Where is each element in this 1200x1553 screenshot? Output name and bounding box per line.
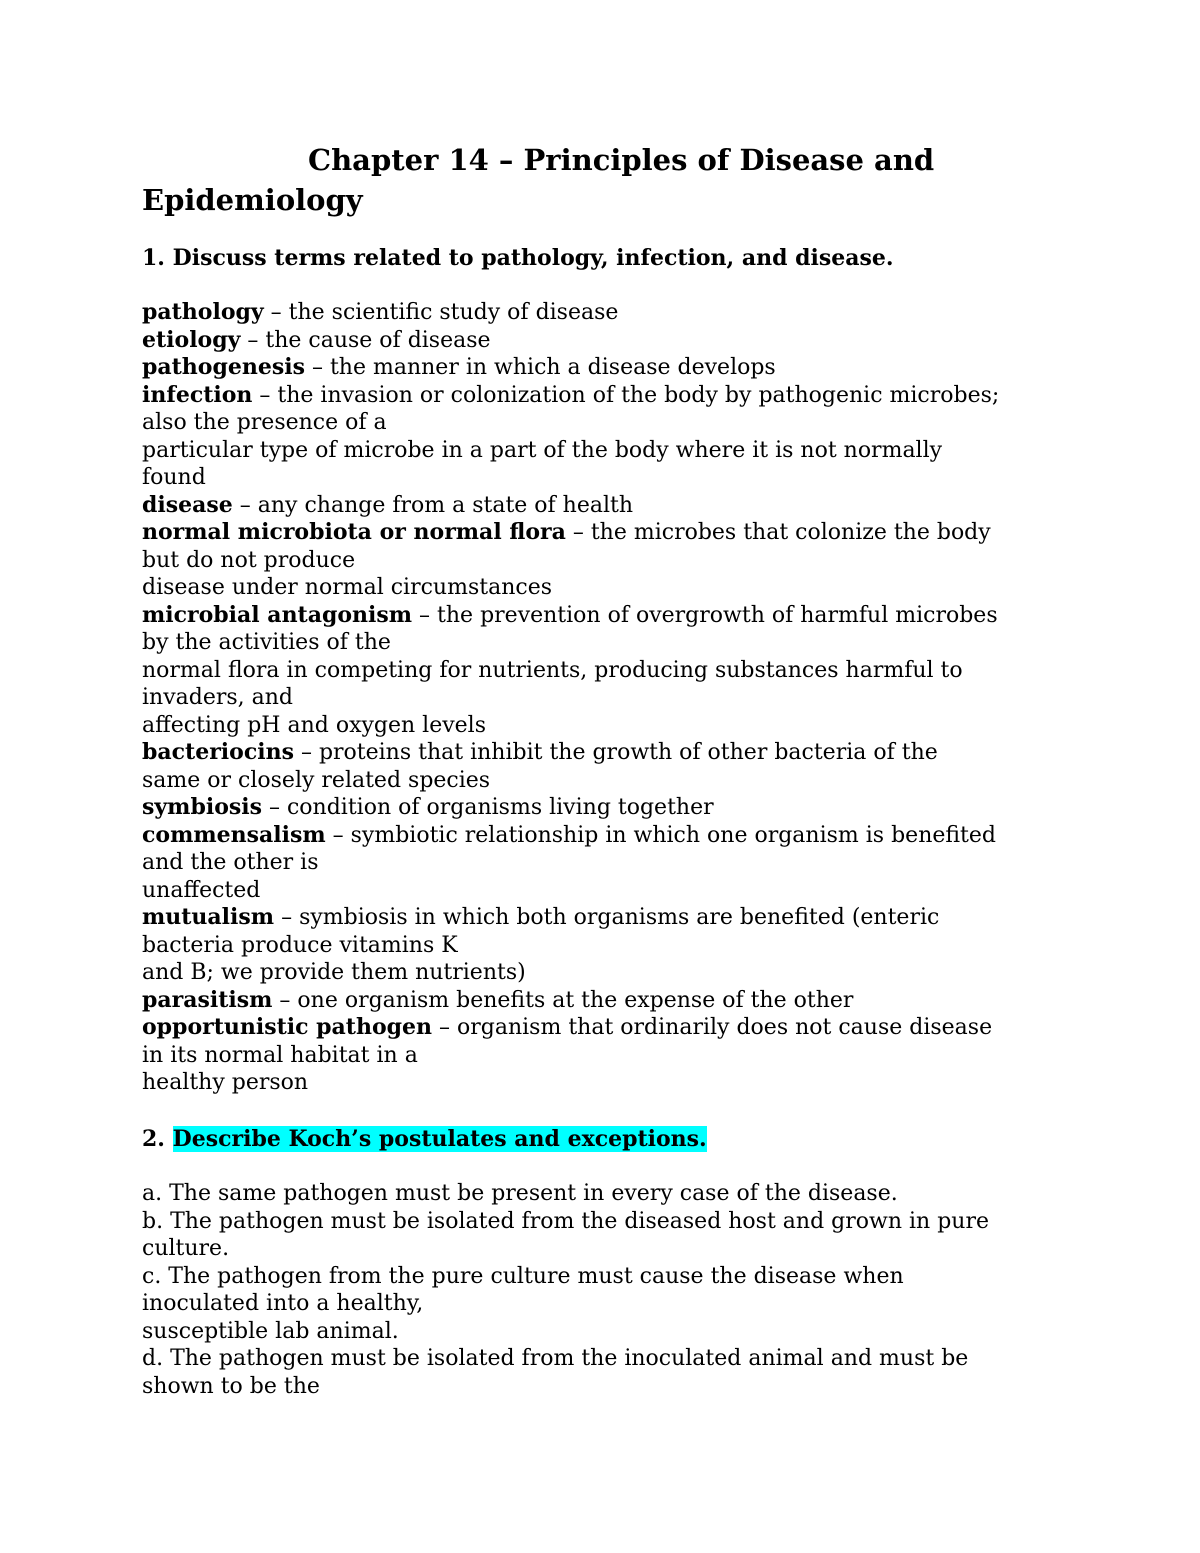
term-name: pathogenesis (142, 354, 305, 380)
term-name: disease (142, 491, 233, 518)
term-name: normal microbiota or normal flora (142, 519, 566, 545)
postulate-line: c. The pathogen from the pure culture must cause the disease when (142, 1263, 904, 1289)
term-definition (142, 327, 1072, 355)
postulate-line: culture. (142, 1236, 230, 1261)
chapter-title-line-2: Epidemiology (142, 183, 363, 217)
term-text: – the microbes that colonize the body (565, 520, 991, 545)
term-name: parasitism (142, 986, 273, 1013)
term-name: infection (142, 381, 253, 408)
term-name: commensalism (142, 821, 326, 848)
postulate-line: susceptible lab animal. (142, 1318, 399, 1344)
term-name: mutualism (142, 904, 275, 930)
term-name: bacteriocins (142, 739, 294, 765)
term-definition-continued: healthy person (142, 1070, 309, 1095)
term-definition-continued: affecting pH and oxygen levels (142, 712, 487, 738)
term-definition-continued: invaders, and (142, 685, 294, 710)
term-definition (142, 1014, 1072, 1042)
term-text: – condition of organisms living together (262, 795, 714, 820)
term-definition (142, 739, 1072, 767)
term-text: – one organism benefits at the expense of the other (272, 987, 854, 1013)
term-definition (142, 904, 1072, 932)
term-definition-continued: and the other is (142, 850, 319, 875)
term-name: etiology (142, 326, 241, 353)
term-name: opportunistic pathogen (142, 1014, 433, 1040)
term-text: – the prevention of overgrowth of harmful microbes (412, 602, 998, 628)
term-definition (142, 794, 1072, 822)
postulates-list (142, 1180, 1072, 1400)
term-definition (142, 519, 1072, 547)
term-definition-continued: normal flora in competing for nutrients, producing substances harmful to (142, 657, 963, 683)
section-1-number: 1. (142, 245, 165, 271)
term-definition (142, 987, 1072, 1015)
chapter-title-line-1: Chapter 14 – Principles of Disease and (308, 143, 935, 177)
term-definition-continued: bacteria produce vitamins K (142, 932, 458, 958)
section-1-heading (142, 244, 894, 272)
term-definition (142, 822, 1072, 850)
term-text: – any change from a state of health (232, 492, 634, 518)
section-1-heading-text: Discuss terms related to pathology, infection, and disease. (172, 245, 894, 271)
postulate-line: b. The pathogen must be isolated from the diseased host and grown in pure (142, 1208, 989, 1234)
term-definition-continued: unaffected (142, 877, 261, 903)
postulate-line: inoculated into a healthy, (142, 1291, 424, 1316)
term-definition (142, 382, 1072, 410)
term-definition-continued: same or closely related species (142, 767, 491, 793)
term-definition-continued: found (142, 465, 206, 490)
term-definition-continued: but do not produce (142, 547, 356, 573)
term-name: pathology (142, 299, 264, 325)
term-definition (142, 299, 1072, 327)
term-definition (142, 354, 1072, 382)
term-text: – the scientific study of disease (263, 300, 619, 325)
postulate-line: d. The pathogen must be isolated from the inoculated animal and must be (142, 1346, 969, 1371)
term-name: microbial antagonism (142, 601, 413, 628)
term-text: – the manner in which a disease develops (304, 355, 776, 380)
term-definition-continued: particular type of microbe in a part of the body where it is not normally (142, 437, 943, 463)
term-definition (142, 492, 1072, 520)
term-text: – the invasion or colonization of the body by pathogenic microbes; (252, 382, 1000, 408)
chapter-title (142, 140, 1082, 220)
term-definition-continued: and B; we provide them nutrients) (142, 960, 526, 985)
term-text: – proteins that inhibit the growth of other bacteria of the (293, 740, 938, 765)
postulate-line: a. The same pathogen must be present in every case of the disease. (142, 1181, 898, 1206)
term-text: – the cause of disease (240, 327, 491, 353)
section-2-number: 2. (142, 1126, 165, 1152)
term-definition-continued: by the activities of the (142, 630, 391, 655)
postulate-line: shown to be the (142, 1373, 320, 1399)
term-definition-continued: in its normal habitat in a (142, 1042, 418, 1068)
term-text: – organism that ordinarily does not cause disease (432, 1015, 993, 1040)
term-text: – symbiosis in which both organisms are benefited (enteric (274, 905, 940, 930)
term-text: – symbiotic relationship in which one organism is benefited (325, 822, 996, 848)
term-definition-continued: disease under normal circumstances (142, 575, 553, 600)
term-name: symbiosis (142, 794, 262, 820)
section-2-heading-text: Describe Koch’s postulates and exceptions. (172, 1126, 707, 1152)
term-definition (142, 602, 1072, 630)
section-2-heading (142, 1125, 707, 1153)
term-definition-continued: also the presence of a (142, 410, 387, 435)
terms-list (142, 299, 1072, 1097)
